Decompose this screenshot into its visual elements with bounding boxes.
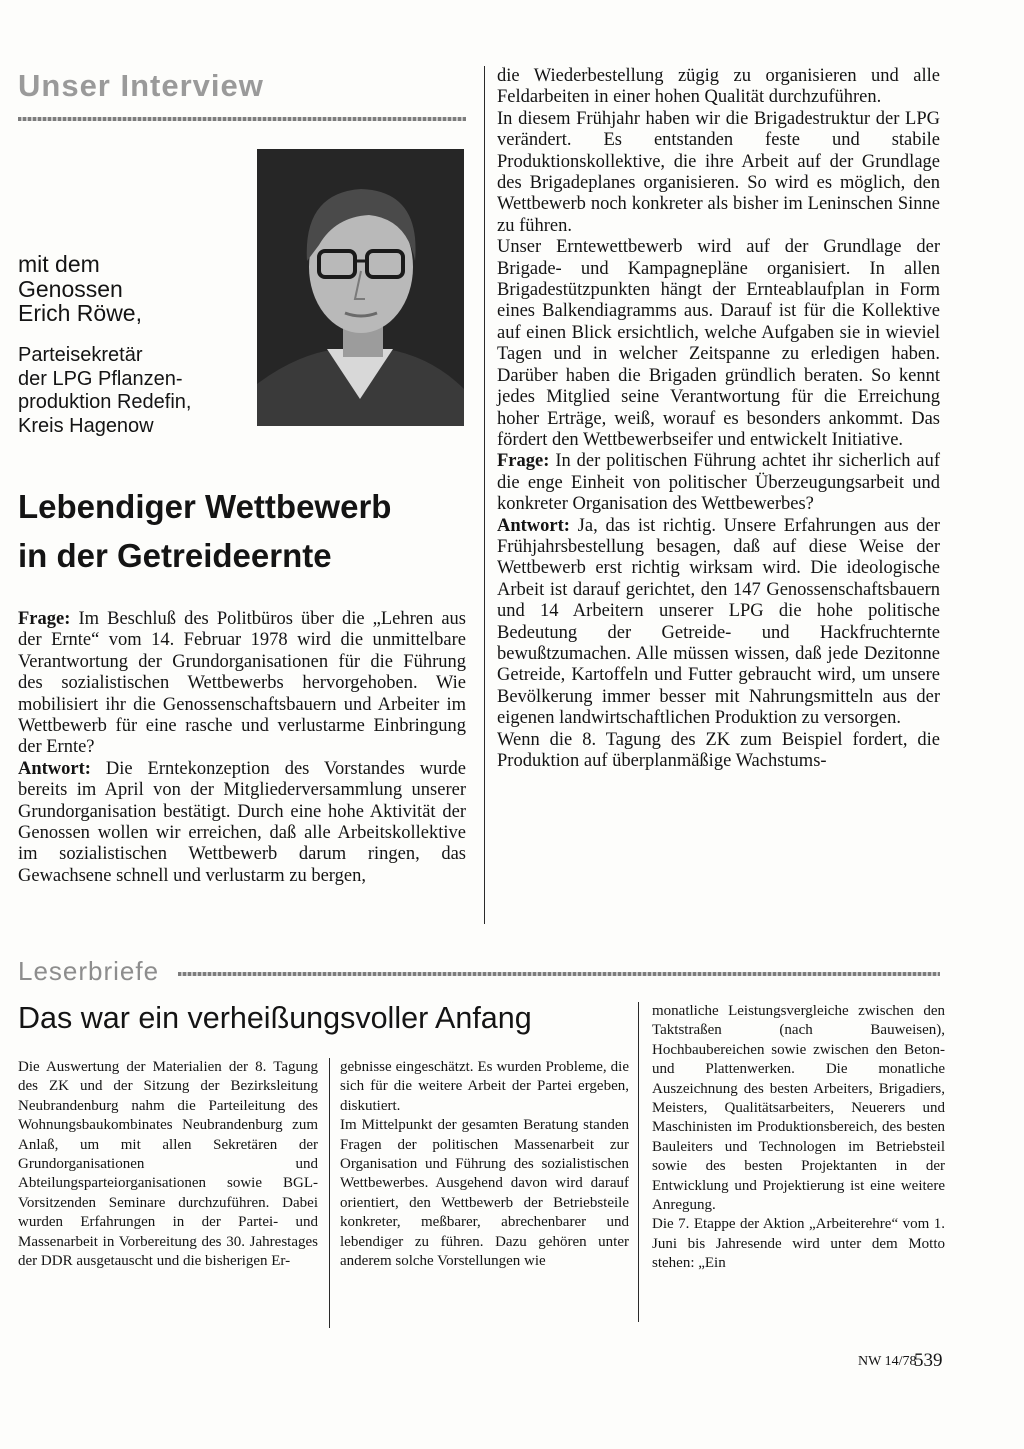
role-line: Kreis Hagenow xyxy=(18,414,154,437)
paragraph-text: In der politischen Führung achtet ihr sicherlich auf die enge Einheit von politischer Überzeugungsarbeit und konkreter Organisation des Wettbewerbes? xyxy=(497,451,940,515)
section-rule xyxy=(18,117,466,121)
interview-headline xyxy=(18,482,391,580)
portrait-image xyxy=(257,149,464,426)
letters-headline: Das war ein verheißungsvoller Anfang xyxy=(18,1001,532,1035)
page-number: 539 xyxy=(914,1350,943,1371)
paragraph-text: Die Erntekonzeption des Vorstandes wurde bereits im April von der Mitgliederversammlung unserer Grundorganisation bestätigt. Durch eine hohe Aktivität der Genossen wollen wir erreichen, daß alle Arbeitskollektive im sozialistischen Wettbewerb darum ringen, das Gewachsene schnell und verlustarm zu bergen, xyxy=(18,758,466,886)
paragraph-text: In diesem Frühjahr haben wir die Brigadestruktur der LPG verändert. Es entstanden feste und stabile Produktionskollektive, die ihre Arbeit auf der Grundlage des Brigadeplanes organisieren. So wird es möglich, den Wettbewerb noch konkreter als bisher im Leninschen Sinne zu führen. xyxy=(497,108,940,236)
interview-paragraph xyxy=(497,451,940,515)
subject-line: Genossen xyxy=(18,275,123,302)
interview-paragraph xyxy=(497,109,940,237)
column-divider xyxy=(329,1058,330,1328)
question-lead: Frage: xyxy=(497,451,550,472)
column-divider xyxy=(638,1002,639,1322)
role-line: der LPG Pflanzen- xyxy=(18,367,183,390)
letters-column-3 xyxy=(652,1002,945,1274)
paragraph-text: Im Beschluß des Politbüros über die „Lehren aus der Ernte“ vom 14. Februar 1978 wird die unmittelbare Verantwortung der Grundorganisationen für die Führung des sozialistischen Wettbewerbs hervorgehoben. Wie mobilisiert ihr die Genossenschaftsbauern und Arbeiter im Wettbewerb für eine rasche und verlustarme Einbringung der Ernte? xyxy=(18,609,466,758)
headline-line: Lebendiger Wettbewerb xyxy=(18,488,392,525)
question-lead: Frage: xyxy=(18,609,71,629)
paragraph-text: Ja, das ist richtig. Unsere Erfahrungen aus der Frühjahrsbestellung besagen, daß auf diese Weise der Wettbewerb erst richtig wirksam wird. Die ideologische Arbeit ist darauf gerichtet, den 147 Genossenschaftsbauern und 14 Arbeitern unserer LPG die hohe politische Bedeutung der Getreide- und Hackfruchternte bewußtzumachen. Alle müssen wissen, daß jede Dezitonne Getreide, Kartoffeln und Futter gebraucht wird, um unsere Bevölkerung immer besser mit Nahrungsmitteln aus der eigenen landwirtschaftlichen Produktion zu versorgen. xyxy=(497,515,940,729)
letters-column-1 xyxy=(18,1058,318,1271)
section-rule xyxy=(178,972,940,976)
portrait-photo xyxy=(257,149,464,426)
interview-paragraph xyxy=(497,730,940,773)
interview-subject xyxy=(18,252,142,326)
subject-line: mit dem xyxy=(18,251,100,277)
letter-paragraph: gebnisse eingeschätzt. Es wurden Probleme, die sich für die weitere Arbeit der Partei ergeben, diskutiert. xyxy=(340,1059,629,1114)
section-label-letters: Leserbriefe xyxy=(18,956,160,986)
role-line: Parteisekretär xyxy=(18,344,143,366)
letter-paragraph: Im Mittelpunkt der gesamten Beratung standen Fragen der politischen Massenarbeit zur Organisation und Führung des sozialistischen Wettbewerbes. Ausgehend davon wird darauf orientiert, den Wettbewerb der Betriebsteile konkreter, meßbarer, abrechenbarer und lebendiger zu führen. Dazu gehören unter anderem solche Vorstellungen wie xyxy=(340,1117,629,1270)
letter-paragraph: Die Auswertung der Materialien der 8. Tagung des ZK und der Sitzung der Bezirksleitung Neubrandenburg nahm die Parteileitung des Wohnungsbaukombinates Neubrandenburg zum Anlaß, um mit allen Sekretären der Grundorganisationen und Abteilungsparteiorganisationen sowie BGL-Vorsitzenden Seminare durchzuführen. Dabei wurden Erfahrungen in der Partei- und Massenarbeit in Vorbereitung des 30. Jahrestages der DDR ausgetauscht und die bisherigen Er- xyxy=(18,1059,318,1270)
interview-paragraph xyxy=(497,516,940,730)
answer-lead: Antwort: xyxy=(497,515,570,536)
paragraph-text: die Wiederbestellung zügig zu organisieren und alle Feldarbeiten in einer hohen Qualität durchzuführen. xyxy=(497,66,940,108)
interview-right-column xyxy=(497,66,940,772)
interview-role xyxy=(18,344,191,438)
section-label-interview: Unser Interview xyxy=(18,68,264,103)
interview-paragraph xyxy=(18,759,466,887)
interview-left-column xyxy=(18,609,466,887)
role-line: produktion Redefin, xyxy=(18,391,192,413)
letter-paragraph: Die 7. Etappe der Aktion „Arbeiterehre“ vom 1. Juni bis Jahresende wird unter dem Motto stehen: „Ein xyxy=(652,1216,945,1272)
answer-lead: Antwort: xyxy=(18,758,91,779)
column-divider xyxy=(484,66,485,924)
paragraph-text: Unser Erntewettbewerb wird auf der Grundlage der Brigade- und Kampagnepläne organisiert. In allen Brigadestützpunkten hängt der Ernteablaufplan in Form eines Balkendiagramms aus. Darauf ist für die Kollektive auf einen Blick ersichtlich, welche Aufgaben sie in wieviel Tagen und in welcher Zeitspanne zu erledigen haben. Darüber haben die Brigaden gründlich beraten. So kennt jedes Mitglied seine Verantwortung für die Erreichung hoher Erträge, weiß, worauf es besonders ankommt. Das fördert den Wettbewerbseifer und entwickelt Initiative. xyxy=(497,237,940,450)
interview-paragraph xyxy=(497,66,940,109)
paragraph-text: Wenn die 8. Tagung des ZK zum Beispiel fordert, die Produktion auf überplanmäßige Wachstums- xyxy=(497,729,940,771)
issue-number: NW 14/78 xyxy=(858,1354,917,1369)
subject-line: Erich Röwe, xyxy=(18,300,142,326)
letter-paragraph: monatliche Leistungsvergleiche zwischen den Taktstraßen (nach Bauweisen), Hochbaubereichen sowie zwischen den Beton- und Plattenwerken. Die monatliche Auszeichnung des besten Arbeiters, Brigadiers, Meisters, Qualitätsarbeiters, Neuerers und Maschinisten im Produktionsbereich, des besten Bauleiters und Technologen im Betriebsteil sowie des besten Projektanten in der Entwicklung und Projektierung ist eine weitere Anregung. xyxy=(652,1003,945,1214)
interview-paragraph xyxy=(497,237,940,451)
headline-line: in der Getreideernte xyxy=(18,537,332,574)
interview-paragraph xyxy=(18,609,466,759)
letters-column-2 xyxy=(340,1058,629,1271)
